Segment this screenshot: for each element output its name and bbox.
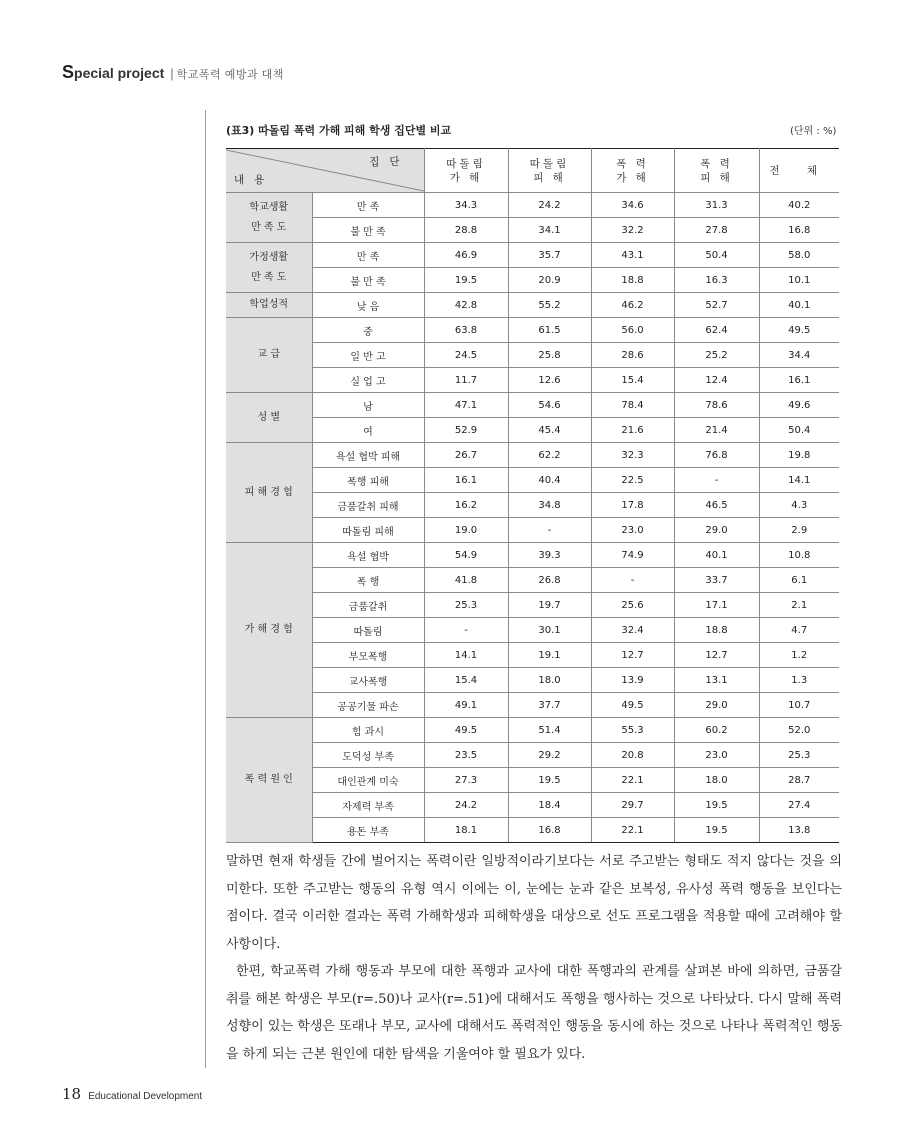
value-cell: 27.4 — [759, 793, 839, 818]
value-cell: 24.2 — [508, 193, 591, 218]
value-cell: - — [591, 568, 674, 593]
row-group-label: 피 해 경 험 — [226, 443, 312, 543]
value-cell: 22.1 — [591, 768, 674, 793]
row-label: 만 족 — [312, 193, 424, 218]
comparison-table — [226, 148, 839, 843]
value-cell: 16.8 — [508, 818, 591, 843]
table-row — [226, 468, 839, 493]
value-cell: 32.2 — [591, 218, 674, 243]
row-label: 대인관계 미숙 — [312, 768, 424, 793]
value-cell: 18.8 — [591, 268, 674, 293]
row-label: 따돌림 — [312, 618, 424, 643]
value-cell: 49.5 — [424, 718, 508, 743]
value-cell: 21.4 — [674, 418, 759, 443]
row-label: 금품갈취 — [312, 593, 424, 618]
value-cell: 40.4 — [508, 468, 591, 493]
value-cell: 18.8 — [674, 618, 759, 643]
value-cell: 29.0 — [674, 518, 759, 543]
value-cell: 63.8 — [424, 318, 508, 343]
row-label: 용돈 부족 — [312, 818, 424, 843]
table-row — [226, 368, 839, 393]
value-cell: 10.1 — [759, 268, 839, 293]
value-cell: 32.4 — [591, 618, 674, 643]
table-row — [226, 343, 839, 368]
value-cell: 47.1 — [424, 393, 508, 418]
value-cell: 42.8 — [424, 293, 508, 318]
row-label: 힘 과시 — [312, 718, 424, 743]
value-cell: 12.6 — [508, 368, 591, 393]
value-cell: 78.6 — [674, 393, 759, 418]
value-cell: 52.0 — [759, 718, 839, 743]
value-cell: 4.3 — [759, 493, 839, 518]
row-label: 자제력 부족 — [312, 793, 424, 818]
row-label: 낮 음 — [312, 293, 424, 318]
running-header — [62, 62, 284, 83]
value-cell: 22.1 — [591, 818, 674, 843]
value-cell: 16.1 — [424, 468, 508, 493]
value-cell: 61.5 — [508, 318, 591, 343]
value-cell: 16.8 — [759, 218, 839, 243]
value-cell: 13.9 — [591, 668, 674, 693]
row-label: 불 만 족 — [312, 268, 424, 293]
value-cell: 21.6 — [591, 418, 674, 443]
table-row — [226, 593, 839, 618]
value-cell: 13.1 — [674, 668, 759, 693]
header-subtitle: 학교폭력 예방과 대책 — [176, 69, 284, 81]
value-cell: 60.2 — [674, 718, 759, 743]
value-cell: 76.8 — [674, 443, 759, 468]
table-row — [226, 493, 839, 518]
header-group-label: 집단 — [369, 156, 410, 168]
value-cell: 40.2 — [759, 193, 839, 218]
value-cell: 40.1 — [674, 543, 759, 568]
value-cell: 19.5 — [674, 793, 759, 818]
value-cell: 34.1 — [508, 218, 591, 243]
value-cell: 25.8 — [508, 343, 591, 368]
value-cell: 49.5 — [591, 693, 674, 718]
value-cell: 25.3 — [759, 743, 839, 768]
table-row — [226, 768, 839, 793]
row-group-label: 학업성적 — [226, 293, 312, 318]
value-cell: 10.7 — [759, 693, 839, 718]
value-cell: 17.8 — [591, 493, 674, 518]
value-cell: 46.5 — [674, 493, 759, 518]
value-cell: 32.3 — [591, 443, 674, 468]
row-label: 공공기물 파손 — [312, 693, 424, 718]
value-cell: 19.8 — [759, 443, 839, 468]
table-row — [226, 718, 839, 743]
value-cell: 29.7 — [591, 793, 674, 818]
value-cell: 37.7 — [508, 693, 591, 718]
value-cell: 6.1 — [759, 568, 839, 593]
value-cell: 20.8 — [591, 743, 674, 768]
row-label: 금품갈취 피해 — [312, 493, 424, 518]
value-cell: 58.0 — [759, 243, 839, 268]
table-row — [226, 418, 839, 443]
row-label: 실 업 고 — [312, 368, 424, 393]
value-cell: 23.0 — [591, 518, 674, 543]
value-cell: 34.3 — [424, 193, 508, 218]
publication-name: Educational Development — [88, 1091, 203, 1102]
value-cell: 19.5 — [508, 768, 591, 793]
table-row — [226, 668, 839, 693]
value-cell: 15.4 — [591, 368, 674, 393]
value-cell: 56.0 — [591, 318, 674, 343]
value-cell: 50.4 — [674, 243, 759, 268]
value-cell: 31.3 — [674, 193, 759, 218]
value-cell: 62.2 — [508, 443, 591, 468]
diagonal-header-cell — [226, 149, 424, 193]
column-header: 폭 력 가 해 — [591, 149, 674, 193]
value-cell: 15.4 — [424, 668, 508, 693]
brand-initial: S — [62, 62, 75, 82]
value-cell: 43.1 — [591, 243, 674, 268]
value-cell: 1.2 — [759, 643, 839, 668]
row-label: 교사폭행 — [312, 668, 424, 693]
row-label: 폭행 피해 — [312, 468, 424, 493]
table-row — [226, 193, 839, 218]
column-header: 전 체 — [759, 149, 839, 193]
table-row — [226, 268, 839, 293]
row-group-label: 학교생활 만 족 도 — [226, 193, 312, 243]
value-cell: 28.6 — [591, 343, 674, 368]
body-text — [226, 848, 842, 1068]
value-cell: 55.2 — [508, 293, 591, 318]
row-label: 일 반 고 — [312, 343, 424, 368]
value-cell: 27.3 — [424, 768, 508, 793]
value-cell: 26.8 — [508, 568, 591, 593]
row-label: 만 족 — [312, 243, 424, 268]
value-cell: 39.3 — [508, 543, 591, 568]
value-cell: 11.7 — [424, 368, 508, 393]
value-cell: 24.5 — [424, 343, 508, 368]
column-header: 따돌림 피 해 — [508, 149, 591, 193]
value-cell: 18.0 — [508, 668, 591, 693]
row-label: 따돌림 피해 — [312, 518, 424, 543]
margin-rule — [205, 110, 206, 1068]
value-cell: 29.0 — [674, 693, 759, 718]
value-cell: 12.7 — [674, 643, 759, 668]
value-cell: 41.8 — [424, 568, 508, 593]
paragraph: 말하면 현재 학생들 간에 벌어지는 폭력이란 일방적이라기보다는 서로 주고받는 형태도 적지 않다는 것을 의미한다. 또한 주고받는 행동의 유형 역시 이에는 이, 눈에는 눈과 같은 보복성, 유사성 폭력 행동을 보인다는 점이다. 결국 이러한 결과는 폭력 가해학생과 피해학생을 대상으로 선도 프로그램을 적용할 때에 고려해야 할 사항이다. — [226, 854, 842, 952]
value-cell: 14.1 — [759, 468, 839, 493]
value-cell: 52.7 — [674, 293, 759, 318]
value-cell: 45.4 — [508, 418, 591, 443]
value-cell: 18.4 — [508, 793, 591, 818]
table-row — [226, 618, 839, 643]
value-cell: 23.5 — [424, 743, 508, 768]
value-cell: 16.2 — [424, 493, 508, 518]
value-cell: 25.2 — [674, 343, 759, 368]
row-group-label: 교 급 — [226, 318, 312, 393]
value-cell: 12.4 — [674, 368, 759, 393]
row-label: 폭 행 — [312, 568, 424, 593]
table-unit: (단위 : %) — [790, 126, 837, 137]
row-group-label: 폭 력 원 인 — [226, 718, 312, 843]
value-cell: 19.0 — [424, 518, 508, 543]
page-number: 18 — [62, 1085, 82, 1103]
value-cell: 18.0 — [674, 768, 759, 793]
value-cell: 46.2 — [591, 293, 674, 318]
header-content-label: 내용 — [234, 174, 275, 186]
value-cell: - — [674, 468, 759, 493]
value-cell: 17.1 — [674, 593, 759, 618]
brand-name: pecial project — [74, 65, 165, 81]
row-label: 도덕성 부족 — [312, 743, 424, 768]
row-label: 욕설 협박 피해 — [312, 443, 424, 468]
value-cell: 49.6 — [759, 393, 839, 418]
value-cell: 18.1 — [424, 818, 508, 843]
column-header: 폭 력 피 해 — [674, 149, 759, 193]
table-row — [226, 443, 839, 468]
table-row — [226, 218, 839, 243]
column-header: 따돌림 가 해 — [424, 149, 508, 193]
table-row — [226, 743, 839, 768]
value-cell: 29.2 — [508, 743, 591, 768]
table-header-row — [226, 149, 839, 193]
table-row — [226, 243, 839, 268]
value-cell: 34.8 — [508, 493, 591, 518]
value-cell: 19.1 — [508, 643, 591, 668]
value-cell: 22.5 — [591, 468, 674, 493]
value-cell: 62.4 — [674, 318, 759, 343]
row-group-label: 가 해 경 험 — [226, 543, 312, 718]
value-cell: 49.1 — [424, 693, 508, 718]
value-cell: 34.6 — [591, 193, 674, 218]
value-cell: 40.1 — [759, 293, 839, 318]
value-cell: 12.7 — [591, 643, 674, 668]
value-cell: 50.4 — [759, 418, 839, 443]
value-cell: 28.8 — [424, 218, 508, 243]
value-cell: 10.8 — [759, 543, 839, 568]
value-cell: 23.0 — [674, 743, 759, 768]
value-cell: - — [508, 518, 591, 543]
value-cell: 28.7 — [759, 768, 839, 793]
row-label: 불 만 족 — [312, 218, 424, 243]
value-cell: 54.9 — [424, 543, 508, 568]
paragraph: 한편, 학교폭력 가해 행동과 부모에 대한 폭행과 교사에 대한 폭행과의 관계를 살펴본 바에 의하면, 금품갈취를 해본 학생은 부모(r=.50)나 교사(r=.51)에 대해서도 폭행을 행사하는 것으로 나타났다. 다시 말해 폭력 성향이 있는 학생은 또래나 부모, 교사에 대해서도 폭력적인 행동을 동시에 하는 것으로 나타나 폭력적인 행동을 하게 되는 근본 원인에 대한 탐색을 기울여야 할 필요가 있다. — [226, 964, 842, 1062]
row-label: 중 — [312, 318, 424, 343]
value-cell: 2.1 — [759, 593, 839, 618]
value-cell: 27.8 — [674, 218, 759, 243]
value-cell: 1.3 — [759, 668, 839, 693]
value-cell: 26.7 — [424, 443, 508, 468]
row-group-label: 성 별 — [226, 393, 312, 443]
table-row — [226, 643, 839, 668]
value-cell: 55.3 — [591, 718, 674, 743]
value-cell: 51.4 — [508, 718, 591, 743]
value-cell: 74.9 — [591, 543, 674, 568]
value-cell: 13.8 — [759, 818, 839, 843]
value-cell: 19.5 — [674, 818, 759, 843]
value-cell: 54.6 — [508, 393, 591, 418]
value-cell: 33.7 — [674, 568, 759, 593]
value-cell: 16.3 — [674, 268, 759, 293]
table-row — [226, 793, 839, 818]
header-separator: | — [170, 66, 174, 81]
row-label: 여 — [312, 418, 424, 443]
row-group-label: 가정생활 만 족 도 — [226, 243, 312, 293]
value-cell: 35.7 — [508, 243, 591, 268]
value-cell: 30.1 — [508, 618, 591, 643]
value-cell: 14.1 — [424, 643, 508, 668]
value-cell: - — [424, 618, 508, 643]
row-label: 남 — [312, 393, 424, 418]
value-cell: 19.5 — [424, 268, 508, 293]
value-cell: 20.9 — [508, 268, 591, 293]
value-cell: 4.7 — [759, 618, 839, 643]
table-row — [226, 543, 839, 568]
table-row — [226, 693, 839, 718]
row-label: 욕설 협박 — [312, 543, 424, 568]
value-cell: 46.9 — [424, 243, 508, 268]
table-row — [226, 293, 839, 318]
value-cell: 2.9 — [759, 518, 839, 543]
table-title: (표3) 따돌림 폭력 가해 피해 학생 집단별 비교 — [226, 124, 452, 137]
value-cell: 16.1 — [759, 368, 839, 393]
value-cell: 19.7 — [508, 593, 591, 618]
table-row — [226, 818, 839, 843]
table-row — [226, 518, 839, 543]
table-row — [226, 393, 839, 418]
value-cell: 49.5 — [759, 318, 839, 343]
value-cell: 34.4 — [759, 343, 839, 368]
table-row — [226, 318, 839, 343]
value-cell: 52.9 — [424, 418, 508, 443]
value-cell: 25.6 — [591, 593, 674, 618]
value-cell: 25.3 — [424, 593, 508, 618]
value-cell: 78.4 — [591, 393, 674, 418]
table-body — [226, 149, 839, 843]
page-footer — [62, 1084, 202, 1103]
row-label: 부모폭행 — [312, 643, 424, 668]
table-row — [226, 568, 839, 593]
value-cell: 24.2 — [424, 793, 508, 818]
